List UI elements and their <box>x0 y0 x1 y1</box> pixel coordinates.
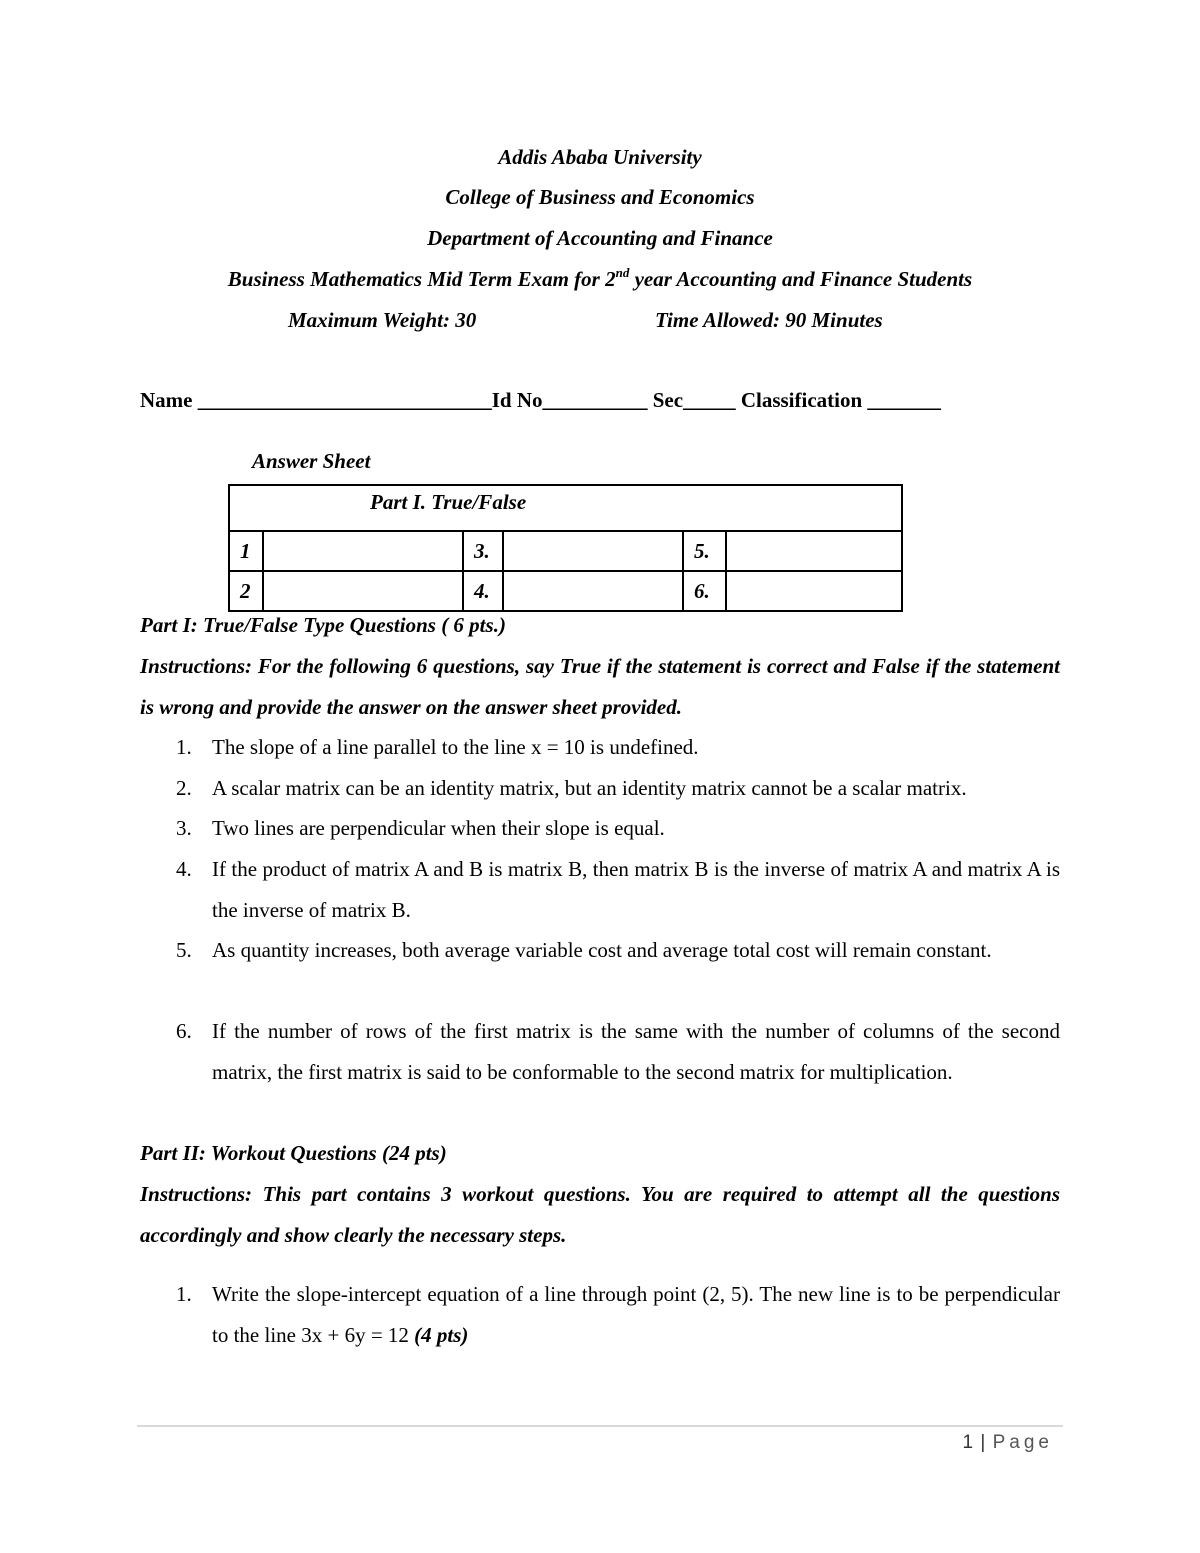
question-text: If the number of rows of the first matrix is the same with the number of columns of the second matrix, the first matrix is said to be conformable to the second matrix for multiplication. <box>212 1019 1060 1084</box>
answer-label-1: 1 <box>229 531 263 571</box>
question-number: 6. <box>176 1019 192 1043</box>
answer-cell-3[interactable] <box>503 531 683 571</box>
answer-label-6: 6. <box>683 571 726 611</box>
question-points: (4 pts) <box>414 1322 469 1347</box>
part1-title: Part I: True/False Type Questions ( 6 pts.) <box>140 613 506 637</box>
page-label: Page <box>992 1432 1053 1453</box>
student-info-line: Name ____________________________Id No__________ Sec_____ Classification _______ <box>140 388 941 412</box>
answer-cell-1[interactable] <box>263 531 463 571</box>
question-text-wrap <box>212 1274 1060 1355</box>
question-number: 4. <box>176 857 192 881</box>
question-text: If the product of matrix A and B is matrix B, then matrix B is the inverse of matrix A and matrix A is the inverse of matrix B. <box>212 857 1060 922</box>
answer-table-header-row <box>229 485 902 531</box>
question-text: Write the slope-intercept equation of a line through point (2, 5). The new line is to be perpendicular to the line 3x + 6y = 12 <box>212 1282 1060 1347</box>
college-name: College of Business and Economics <box>445 185 755 209</box>
university-name: Addis Ababa University <box>498 145 702 169</box>
answer-label-5: 5. <box>683 531 726 571</box>
part1-question-5 <box>176 930 1060 971</box>
part2-question-1 <box>176 1274 1060 1355</box>
question-text: As quantity increases, both average variable cost and average total cost will remain constant. <box>212 938 992 962</box>
department-name: Department of Accounting and Finance <box>427 226 773 250</box>
exam-title-sup: nd <box>615 265 630 280</box>
part1-question-1 <box>176 727 1060 768</box>
question-number: 2. <box>176 776 192 800</box>
part1-question-2 <box>176 768 1060 809</box>
exam-title-pre: Business Mathematics Mid Term Exam for 2 <box>227 267 616 291</box>
answer-sheet-title: Answer Sheet <box>252 449 371 473</box>
answer-label-4: 4. <box>463 571 503 611</box>
question-number: 1. <box>176 1282 192 1306</box>
part2-instructions: Instructions: This part contains 3 workout questions. You are required to attempt all the questions accordingly and show clearly the necessary steps. <box>140 1182 1060 1247</box>
exam-title <box>0 266 1200 292</box>
question-text: Two lines are perpendicular when their slope is equal. <box>212 816 665 840</box>
page-footer <box>963 1432 1053 1454</box>
answer-cell-5[interactable] <box>726 531 902 571</box>
part1-question-3 <box>176 808 1060 849</box>
answer-label-2: 2 <box>229 571 263 611</box>
part1-instructions: Instructions: For the following 6 questions, say True if the statement is correct and False if the statement is wrong and provide the answer on the answer sheet provided. <box>140 654 1060 719</box>
answer-table <box>228 484 903 612</box>
exam-title-post: year Accounting and Finance Students <box>629 267 973 291</box>
question-number: 5. <box>176 938 192 962</box>
answer-row-1 <box>229 531 902 571</box>
footer-divider <box>137 1425 1063 1427</box>
part1-question-4 <box>176 849 1060 930</box>
question-number: 3. <box>176 816 192 840</box>
max-weight: Maximum Weight: 30 <box>288 308 477 332</box>
answer-label-3: 3. <box>463 531 503 571</box>
question-number: 1. <box>176 735 192 759</box>
part1-question-6 <box>176 1011 1060 1092</box>
time-allowed: Time Allowed: 90 Minutes <box>655 308 883 332</box>
footer-separator: | <box>974 1432 993 1453</box>
question-text: A scalar matrix can be an identity matrix, but an identity matrix cannot be a scalar matrix. <box>212 776 967 800</box>
part2-title: Part II: Workout Questions (24 pts) <box>140 1141 447 1165</box>
question-text: The slope of a line parallel to the line x = 10 is undefined. <box>212 735 699 759</box>
page-number: 1 <box>962 1432 975 1453</box>
answer-table-header: Part I. True/False <box>229 485 902 531</box>
